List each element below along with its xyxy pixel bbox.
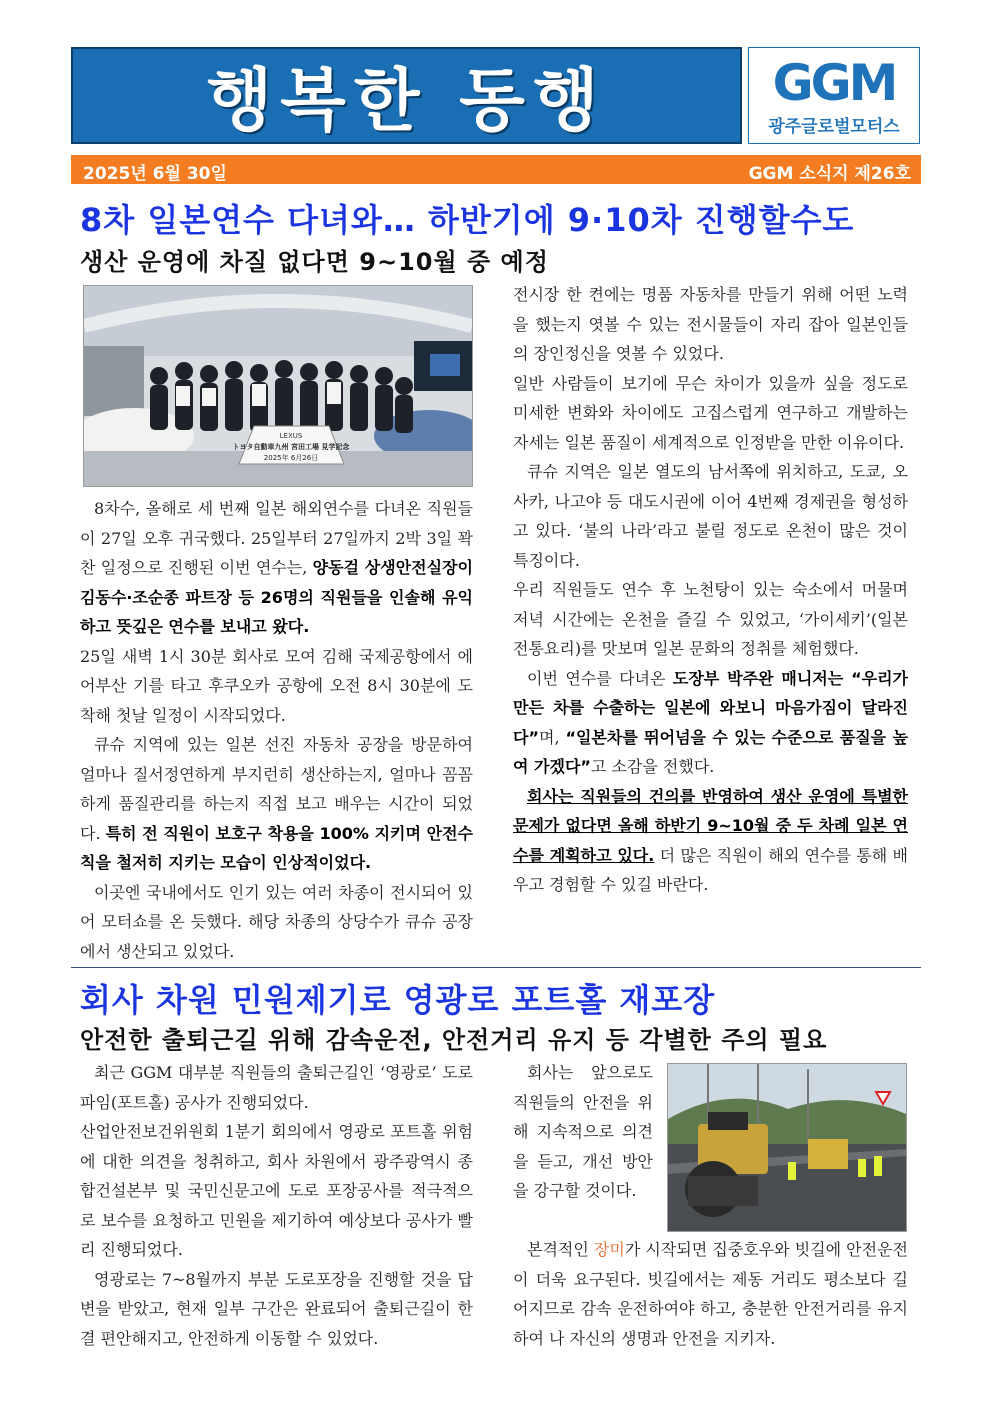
- road-paving-photo: [667, 1063, 907, 1232]
- group-photo: [83, 285, 473, 487]
- bold-text: 특히 전 직원이 보호구 착용을 100% 지키며 안전수칙을 철저히 지키는 모습이 인상적이었다.: [80, 823, 473, 872]
- article2-paragraph: 영광로는 7~8월까지 부분 도로포장을 진행할 것을 답변을 받았고, 현재 일부 구간은 완료되어 출퇴근길이 한결 편안해지고, 안전하게 이동할 수 있었다.: [80, 1269, 473, 1348]
- text: 본격적인: [527, 1240, 594, 1259]
- article2-paragraph: 산업안전보건위원회 1분기 회의에서 영광로 포트홀 위험에 대한 의견을 청취하고, 회사 차원에서 광주광역시 종합건설본부 및 국민신문고에 도로 포장공사를 적극적으로 보수를 요청하고 민원을 제기하여 예상보다 공사가 빨리 진행되었다.: [80, 1122, 473, 1259]
- article2-paragraph: 회사는 앞으로도 직원들의 안전을 위해 지속적으로 의견을 듣고, 개선 방안을 강구할 것이다.: [513, 1063, 653, 1200]
- article2-paragraph: 최근 GGM 대부분 직원들의 출퇴근길인 ‘영광로’ 도로파임(포트홀) 공사가 진행되었다.: [80, 1063, 473, 1112]
- road-paving-illustration: [668, 1064, 906, 1231]
- article1-paragraph: 전시장 한 켠에는 명품 자동차를 만들기 위해 어떤 노력을 했는지 엿볼 수 있는 전시물들이 자리 잡아 일본인들의 장인정신을 엿볼 수 있었다.: [513, 285, 908, 363]
- bold-text: 도장부 박주완 매니저는 “우리가 만든 차를 수출하는 일본에 와보니 마음가짐이 달라진다”: [513, 668, 908, 747]
- highlighted-word: 장미: [593, 1240, 625, 1259]
- text: 며,: [538, 727, 566, 747]
- article1-headline: 8차 일본연수 다녀와… 하반기에 9·10차 진행할수도: [80, 201, 855, 239]
- article2-left-column: [80, 1058, 473, 1353]
- group-photo-illustration: [84, 286, 472, 486]
- issue-date: 2025년 6월 30일: [83, 164, 227, 184]
- photo-banner-line1: トヨタ自動車九州 宮田工場 見学記念: [232, 443, 350, 451]
- text: 8차수, 올해로 세 번째 일본 해외연수를 다녀온 직원들이 27일 오후 귀국했다. 25일부터 27일까지 2박 3일 꽉 찬 일정으로 진행된 이번 연수는,: [80, 499, 473, 577]
- text: 더 많은 직원이 해외 연수를 통해 배우고 경험할 수 있길 바란다.: [513, 845, 908, 894]
- article1-paragraph: [513, 782, 908, 900]
- article1-paragraph: [80, 730, 473, 878]
- masthead: [71, 47, 921, 144]
- issue-number: GGM 소식지 제26호: [748, 164, 911, 184]
- text: 큐슈 지역에 있는 일본 선진 자동차 공장을 방문하여 얼마나 질서정연하게 부지런히 생산하는지, 얼마나 꼼꼼하게 품질관리를 하는지 직접 보고 배우는 시간이 되었다.: [80, 735, 473, 843]
- article1-paragraph: [80, 494, 473, 642]
- article1-paragraph: 우리 직원들도 연수 후 노천탕이 있는 숙소에서 머물며 저녁 시간에는 온천을 즐길 수 있었고, ‘가이세키’(일본 전통요리)를 맛보며 일본 문화의 정취를 체험했다.: [513, 580, 908, 658]
- article1-paragraph: 큐슈 지역은 일본 열도의 남서쪽에 위치하고, 도쿄, 오사카, 나고야 등 대도시권에 이어 4번째 경제권을 형성하고 있다. ‘불의 나라’라고 불릴 정도로 온천이 많은 것이 특징이다.: [513, 462, 908, 570]
- article1-paragraph: 25일 새벽 1시 30분 회사로 모여 김해 국제공항에서 에어부산 기를 타고 후쿠오카 공항에 오전 8시 30분에 도착해 첫날 일정이 시작되었다.: [80, 646, 473, 725]
- article2-subhead: 안전한 출퇴근길 위해 감속운전, 안전거리 유지 등 각별한 주의 필요: [80, 1026, 828, 1054]
- newsletter-title-banner: [71, 47, 742, 144]
- article1-right-column: [513, 280, 908, 900]
- article1-paragraph: [513, 664, 908, 782]
- text: 고 소감을 전했다.: [590, 757, 715, 776]
- text: 가 시작되면 집중호우와 빗길에 안전운전이 더욱 요구된다. 빗길에서는 제동 거리도 평소보다 길어지므로 감속 운전하여야 하고, 충분한 안전거리를 유지하여 나 자신의 생명과 안전을 지키자.: [513, 1240, 908, 1348]
- logo-mark: GGM: [772, 54, 896, 112]
- article1-left-column: [80, 494, 473, 966]
- underlined-bold-text: 회사는 직원들의 건의를 반영하여 생산 운영에 특별한 문제가 없다면 올해 하반기 9~10월 중 두 차례 일본 연수를 계획하고 있다.: [513, 786, 908, 865]
- newsletter-title: 행복한 동행: [206, 62, 607, 141]
- company-logo: [748, 47, 920, 144]
- article1-paragraph: 일반 사람들이 보기에 무슨 차이가 있을까 싶을 정도로 미세한 변화와 차이에도 고집스럽게 연구하고 개발하는 자세는 일본 품질이 세계적으로 인정받을 만한 이유이다.: [513, 373, 908, 452]
- text: 이번 연수를 다녀온: [527, 668, 673, 688]
- bold-text: 양동걸 상생안전실장이 김동수·조순종 파트장 등 26명의 직원들을 인솔해 유익하고 뜻깊은 연수를 보내고 왔다.: [80, 558, 473, 636]
- article2-right-column-top: [513, 1058, 653, 1206]
- photo-banner-line2: 2025年 6月26日: [263, 454, 319, 462]
- logo-company-name: 광주글로벌모터스: [768, 117, 900, 137]
- photo-brand: LEXUS: [279, 432, 303, 440]
- article1-subhead: 생산 운영에 차질 없다면 9~10월 중 예정: [80, 248, 549, 276]
- article2-right-column-bottom: [513, 1235, 908, 1353]
- date-bar: [71, 155, 921, 184]
- article1-paragraph: 이곳엔 국내에서도 인기 있는 여러 차종이 전시되어 있어 모터쇼를 온 듯했다. 해당 차종의 상당수가 큐슈 공장에서 생산되고 있었다.: [80, 882, 473, 961]
- section-divider: [71, 967, 921, 968]
- article2-paragraph: [513, 1235, 908, 1353]
- bold-text: “일본차를 뛰어넘을 수 있는 수준으로 품질을 높여 가겠다”: [513, 727, 908, 776]
- article2-headline: 회사 차원 민원제기로 영광로 포트홀 재포장: [80, 981, 716, 1019]
